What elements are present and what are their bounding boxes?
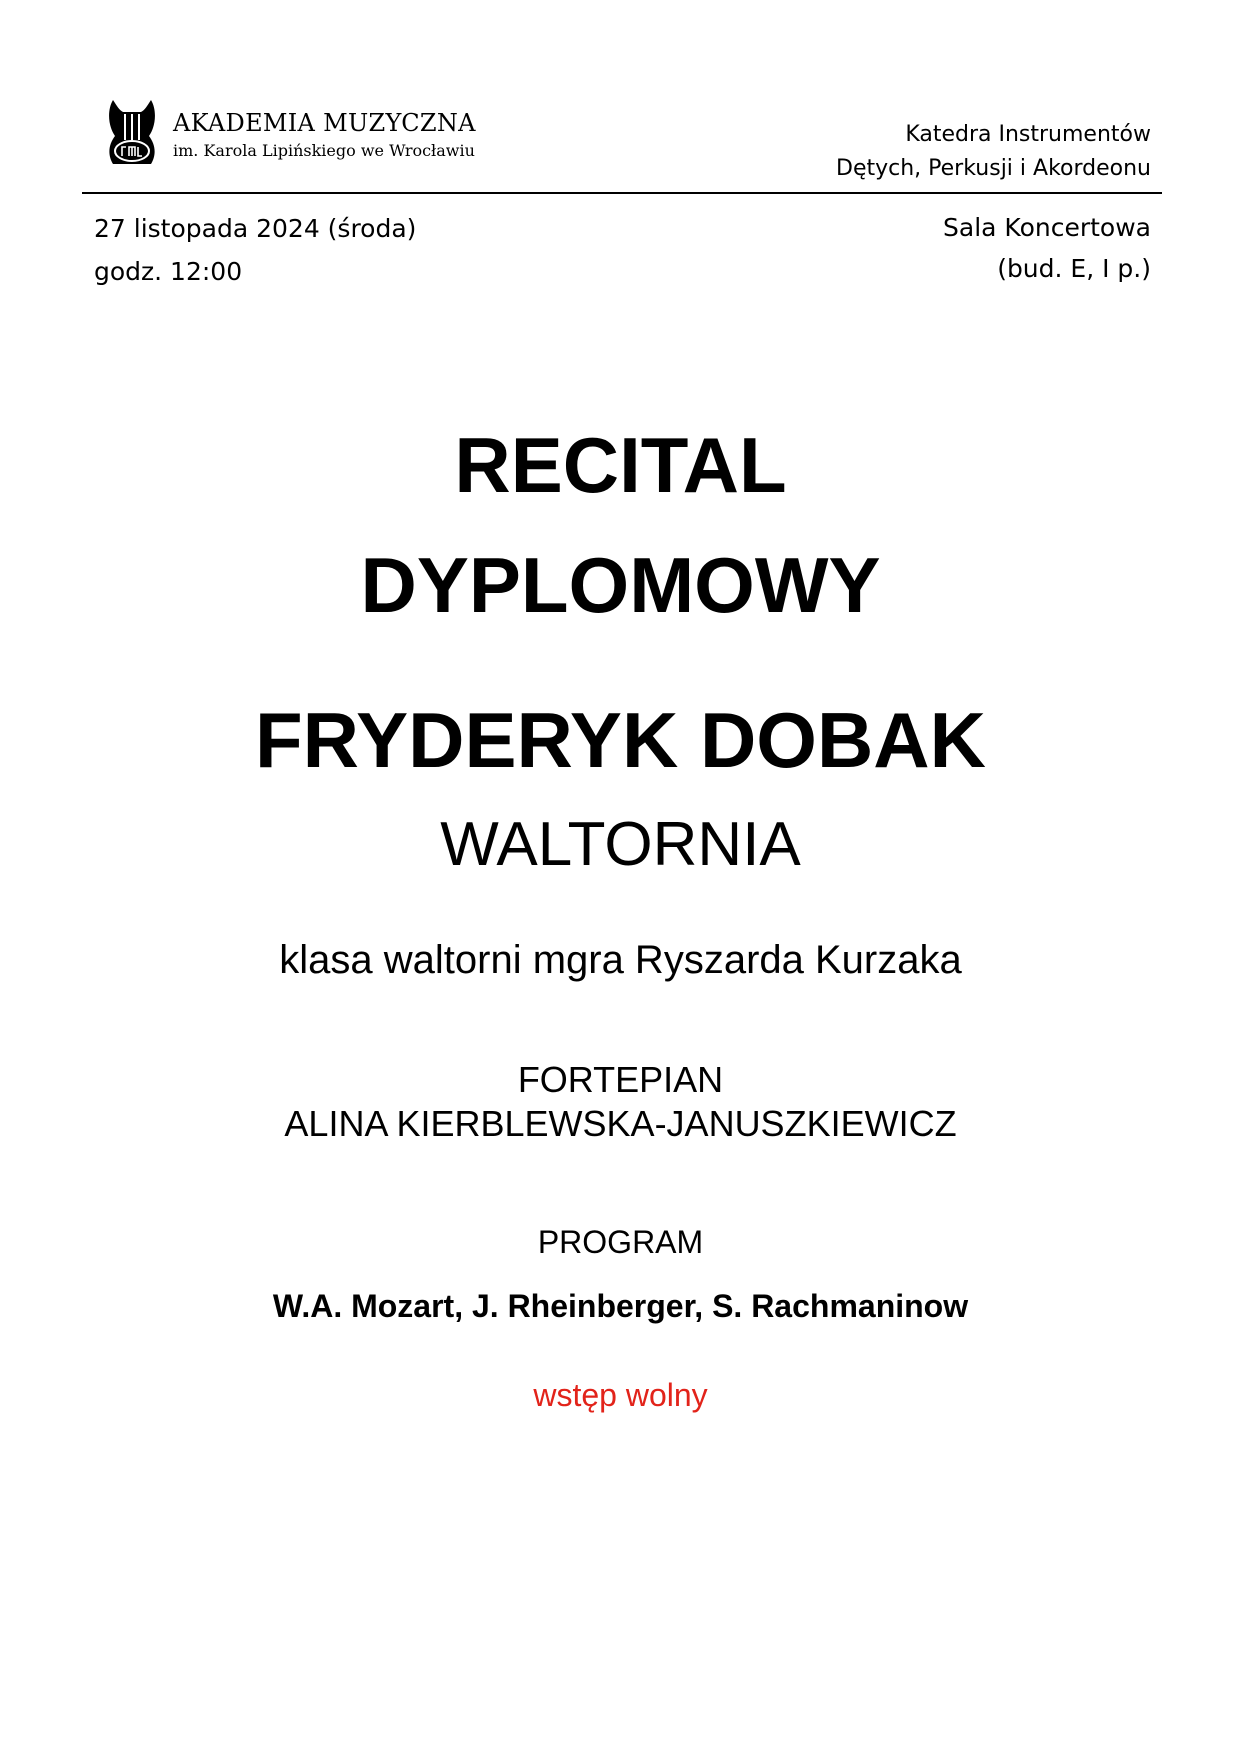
class-info: klasa waltorni mgra Ryszarda Kurzaka — [279, 938, 962, 982]
event-date: 27 listopada 2024 (środa) — [94, 214, 417, 243]
department-line-2: Dętych, Perkusji i Akordeonu — [836, 156, 1151, 181]
event-time: godz. 12:00 — [94, 257, 243, 286]
program-composers: W.A. Mozart, J. Rheinberger, S. Rachmaninow — [272, 1288, 969, 1324]
department-line-1: Katedra Instrumentów — [905, 122, 1151, 147]
institution-name: AKADEMIA MUZYCZNA — [173, 109, 476, 137]
header-divider — [82, 192, 1162, 194]
instrument-name: WALTORNIA — [440, 810, 801, 879]
accompaniment — [0, 1058, 1241, 1146]
venue-line-1: Sala Koncertowa — [943, 213, 1151, 242]
performer-name: FRYDERYK DOBAK — [255, 696, 986, 784]
recital-title — [0, 405, 1241, 645]
title-line-2: DYPLOMOWY — [360, 541, 881, 629]
department — [836, 118, 1151, 186]
admission-note: wstęp wolny — [533, 1377, 708, 1413]
accompaniment-label: FORTEPIAN — [517, 1059, 724, 1100]
title-line-1: RECITAL — [454, 421, 787, 509]
program-label: PROGRAM — [537, 1224, 704, 1260]
accompanist-name: ALINA KIERBLEWSKA-JANUSZKIEWICZ — [284, 1103, 957, 1144]
event-datetime — [94, 207, 416, 293]
event-venue — [943, 207, 1151, 289]
institution-subtitle: im. Karola Lipińskiego we Wrocławiu — [173, 141, 475, 160]
lyre-logo-icon — [105, 96, 159, 174]
venue-line-2: (bud. E, I p.) — [997, 254, 1151, 283]
